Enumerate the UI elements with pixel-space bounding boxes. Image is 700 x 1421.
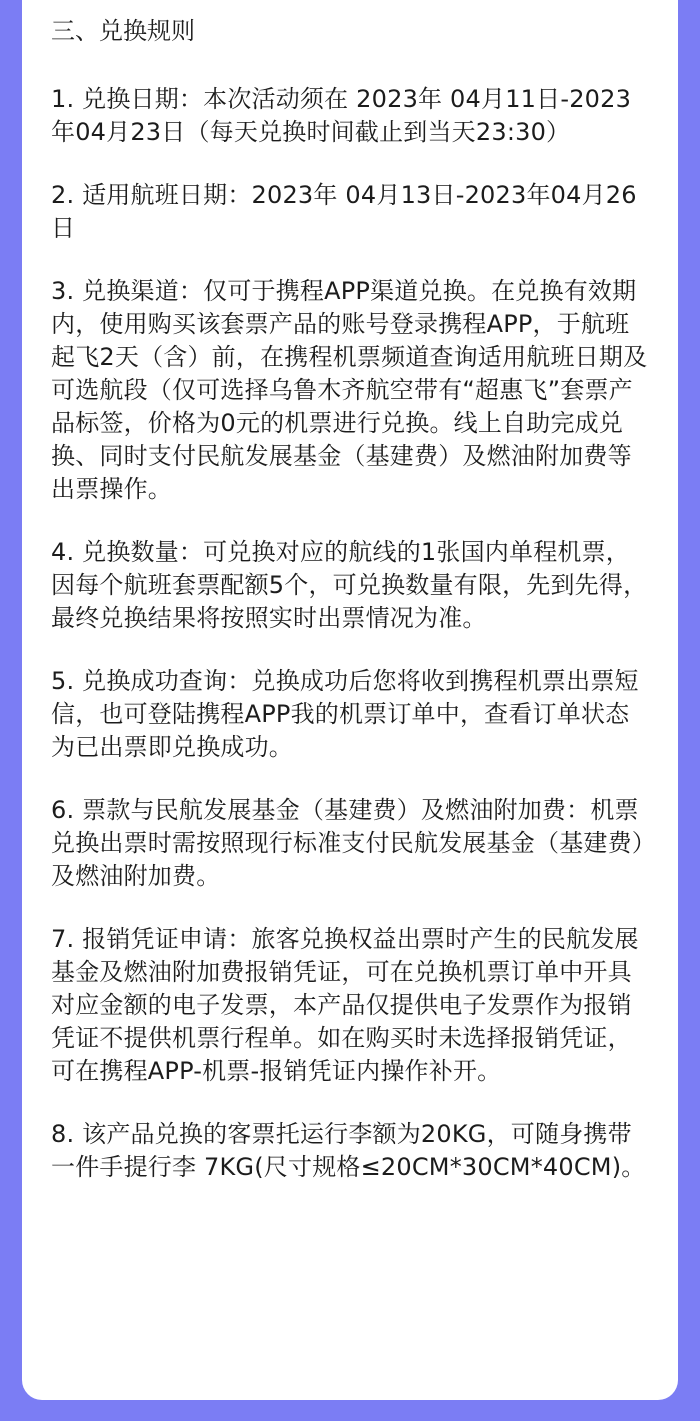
rule-item-7: 7. 报销凭证申请：旅客兑换权益出票时产生的民航发展基金及燃油附加费报销凭证，可在兑换机票订单中开具对应金额的电子发票，本产品仅提供电子发票作为报销凭证不提供机票行程单。如在购买时未选择报销凭证，可在携程APP-机票-报销凭证内操作补开。 (51, 925, 639, 1085)
rule-item-1: 1. 兑换日期：本次活动须在 2023年 04月11日-2023年04月23日（每天兑换时间截止到当天23:30） (51, 85, 632, 146)
rule-item-5: 5. 兑换成功查询：兑换成功后您将收到携程机票出票短信，也可登陆携程APP我的机票订单中，查看订单状态为已出票即兑换成功。 (51, 667, 639, 761)
rules-card (22, 0, 678, 1400)
rule-item-8: 8. 该产品兑换的客票托运行李额为20KG，可随身携带一件手提行李 7KG(尺寸规格≤20CM*30CM*40CM)。 (51, 1120, 646, 1181)
rule-item-3: 3. 兑换渠道：仅可于携程APP渠道兑换。在兑换有效期内，使用购买该套票产品的账号登录携程APP，于航班起飞2天（含）前，在携程机票频道查询适用航班日期及可选航段（仅可选择乌鲁木齐航空带有“超惠飞”套票产品标签，价格为0元的机票进行兑换。线上自助完成兑换、同时支付民航发展基金（基建费）及燃油附加费等出票操作。 (51, 277, 648, 503)
rule-item-2: 2. 适用航班日期：2023年 04月13日-2023年04月26日 (51, 181, 637, 242)
section-title: 三、兑换规则 (51, 17, 195, 45)
rule-item-6: 6. 票款与民航发展基金（基建费）及燃油附加费：机票兑换出票时需按照现行标准支付民航发展基金（基建费）及燃油附加费。 (51, 796, 644, 890)
rule-item-4: 4. 兑换数量：可兑换对应的航线的1张国内单程机票，因每个航班套票配额5个，可兑换数量有限，先到先得，最终兑换结果将按照实时出票情况为准。 (51, 538, 648, 632)
